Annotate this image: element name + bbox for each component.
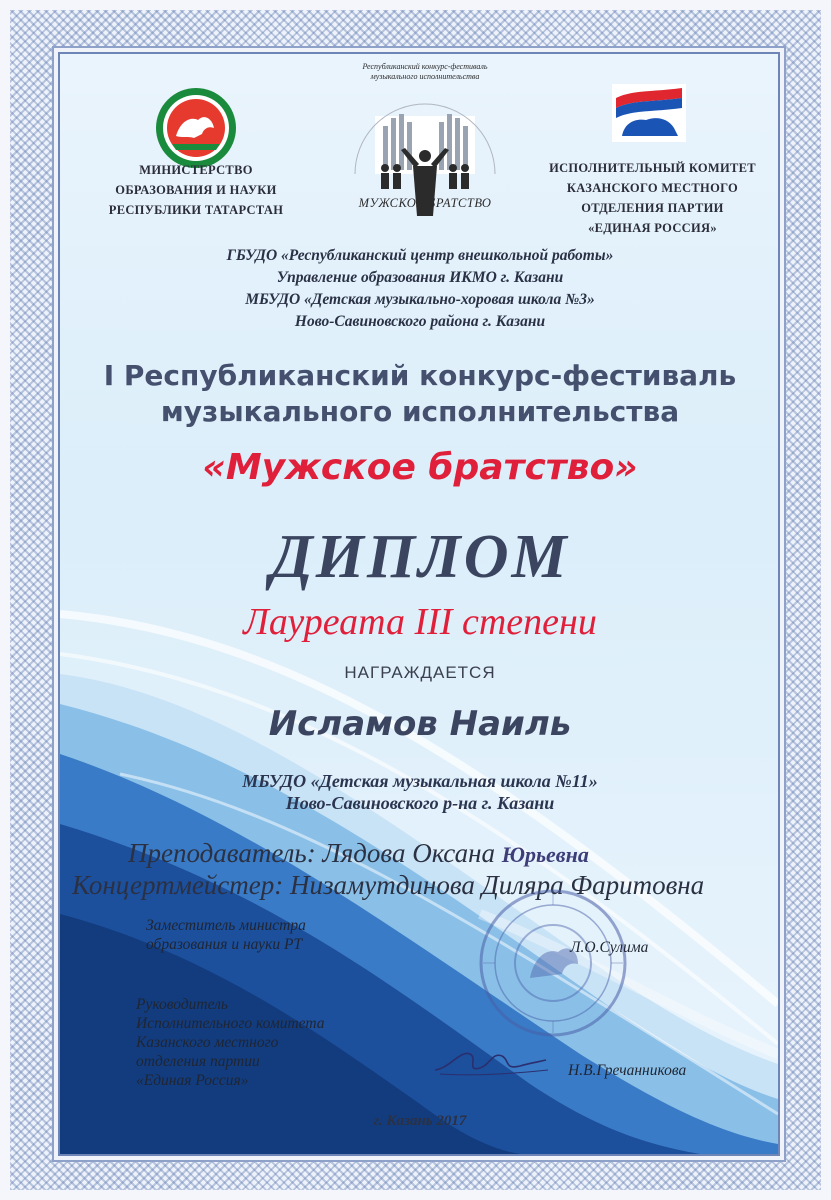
festival-logo-name: МУЖСКОЕ БРАТСТВО: [358, 196, 492, 210]
footer-city-year: г. Казань 2017: [373, 1113, 467, 1129]
deputy-title: [146, 916, 406, 954]
right-org-line: КАЗАНСКОГО МЕСТНОГО: [566, 181, 739, 195]
left-org-line: МИНИСТЕРСТВО: [139, 163, 253, 177]
official-stamp-icon: [478, 888, 628, 1038]
diploma-degree: Лауреата III степени: [243, 601, 597, 643]
right-org-line: ОТДЕЛЕНИЯ ПАРТИИ: [581, 201, 724, 215]
head-title-line: «Единая Россия»: [136, 1072, 249, 1089]
school-line: МБУДО «Детская музыкальная школа №11»: [242, 771, 598, 791]
right-org-line: ИСПОЛНИТЕЛЬНЫЙ КОМИТЕТ: [549, 161, 756, 175]
tatarstan-emblem-icon: [154, 86, 238, 170]
head-title: [136, 995, 436, 1090]
handwritten-signature-icon: [430, 1040, 550, 1080]
head-name: Н.В.Гречанникова: [568, 1062, 687, 1079]
left-organization: [100, 160, 292, 220]
right-org-line: «ЕДИНАЯ РОССИЯ»: [588, 221, 717, 235]
head-title-line: Казанского местного: [136, 1034, 279, 1051]
deputy-title-line: образования и науки РТ: [146, 936, 303, 953]
school-line: Ново-Савиновского р-на г. Казани: [285, 793, 555, 813]
united-russia-emblem-icon: [612, 84, 686, 142]
organizer-line: МБУДО «Детская музыкально-хоровая школа №3»: [245, 291, 595, 308]
head-title-line: отделения партии: [136, 1053, 260, 1070]
left-org-line: РЕСПУБЛИКИ ТАТАРСТАН: [108, 203, 284, 217]
contest-name: «Мужское братство»: [202, 447, 638, 488]
left-org-line: ОБРАЗОВАНИЯ И НАУКИ: [115, 183, 277, 197]
accompanist-line: Концертмейстер: Низамутдинова Диляра Фаритовна: [72, 870, 705, 900]
organizers-block: [120, 245, 720, 333]
contest-title-line: I Республиканский конкурс-фестиваль: [103, 359, 737, 392]
organizer-line: Ново-Савиновского района г. Казани: [294, 313, 546, 330]
recipient-school: [120, 770, 720, 814]
deputy-title-line: Заместитель министра: [146, 917, 306, 934]
teacher-name: Преподаватель: Лядова Оксана: [128, 838, 495, 868]
contest-title: [70, 358, 770, 430]
head-title-line: Исполнительного комитета: [136, 1015, 325, 1032]
organizer-line: ГБУДО «Республиканский центр внешкольной работы»: [226, 247, 614, 264]
teacher-line: [128, 836, 768, 872]
deputy-name: Л.О.Сулима: [570, 939, 649, 956]
right-organization: [545, 158, 760, 238]
head-title-line: Руководитель: [136, 996, 228, 1013]
festival-logo-arc-text: Республиканский конкурс-фестиваль музыкального исполнительства: [362, 62, 488, 81]
diploma-title: ДИПЛОМ: [270, 523, 570, 591]
organizer-line: Управление образования ИКМО г. Казани: [276, 269, 564, 286]
recipient-name: Исламов Наиль: [268, 704, 572, 744]
awarded-label: НАГРАЖДАЕТСЯ: [344, 663, 496, 682]
teacher-patronymic: Юрьевна: [501, 842, 589, 867]
contest-title-line: музыкального исполнительства: [160, 395, 680, 428]
